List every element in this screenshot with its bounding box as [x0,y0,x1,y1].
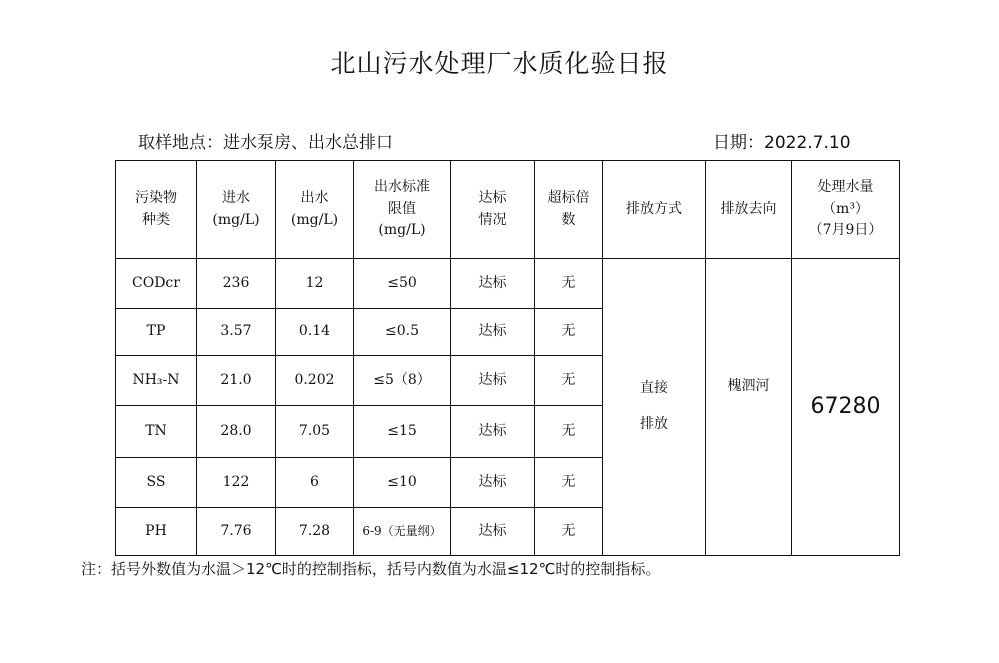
header-status: 达标 情况 [451,161,535,259]
limit-value: 6-9（无量纲） [354,508,451,556]
inflow-value: 122 [197,458,276,508]
status-value: 达标 [451,508,535,556]
status-value: 达标 [451,406,535,458]
outflow-value: 6 [276,458,354,508]
outflow-value: 7.28 [276,508,354,556]
header-pollutant: 污染物 种类 [116,161,197,259]
header-row [116,161,900,259]
status-value: 达标 [451,458,535,508]
limit-value: ≤0.5 [354,309,451,356]
pollutant-name: SS [116,458,197,508]
inflow-value: 3.57 [197,309,276,356]
status-value: 达标 [451,309,535,356]
pollutant-name: TN [116,406,197,458]
outflow-value: 12 [276,259,354,309]
inflow-value: 236 [197,259,276,309]
table-row [116,259,900,309]
sampling-location: 取样地点：进水泵房、出水总排口 [138,133,393,153]
limit-value: ≤15 [354,406,451,458]
outflow-value: 0.14 [276,309,354,356]
outflow-value: 7.05 [276,406,354,458]
inflow-value: 28.0 [197,406,276,458]
report-date: 日期：2022.7.10 [713,133,851,153]
header-exceed: 超标倍 数 [535,161,603,259]
pollutant-name: TP [116,309,197,356]
water-quality-table [115,160,900,556]
header-outflow: 出水 (mg/L) [276,161,354,259]
inflow-value: 7.76 [197,508,276,556]
header-volume: 处理水量 （m³） （7月9日） [792,161,900,259]
exceed-value: 无 [535,458,603,508]
status-value: 达标 [451,259,535,309]
outflow-value: 0.202 [276,356,354,406]
header-inflow: 进水 (mg/L) [197,161,276,259]
discharge-dest-cell: 槐泗河 [706,259,792,556]
volume-cell: 67280 [792,259,900,556]
exceed-value: 无 [535,259,603,309]
footnote: 注：括号外数值为水温＞12℃时的控制指标，括号内数值为水温≤12℃时的控制指标。 [81,560,661,578]
exceed-value: 无 [535,309,603,356]
header-discharge-dest: 排放去向 [706,161,792,259]
header-discharge-method: 排放方式 [603,161,706,259]
pollutant-name: NH₃-N [116,356,197,406]
exceed-value: 无 [535,356,603,406]
limit-value: ≤50 [354,259,451,309]
exceed-value: 无 [535,406,603,458]
inflow-value: 21.0 [197,356,276,406]
exceed-value: 无 [535,508,603,556]
pollutant-name: CODcr [116,259,197,309]
discharge-method-cell: 直接 排放 [603,259,706,556]
pollutant-name: PH [116,508,197,556]
limit-value: ≤10 [354,458,451,508]
limit-value: ≤5（8） [354,356,451,406]
status-value: 达标 [451,356,535,406]
header-limit: 出水标准 限值 (mg/L) [354,161,451,259]
report-title: 北山污水处理厂水质化验日报 [330,49,669,78]
